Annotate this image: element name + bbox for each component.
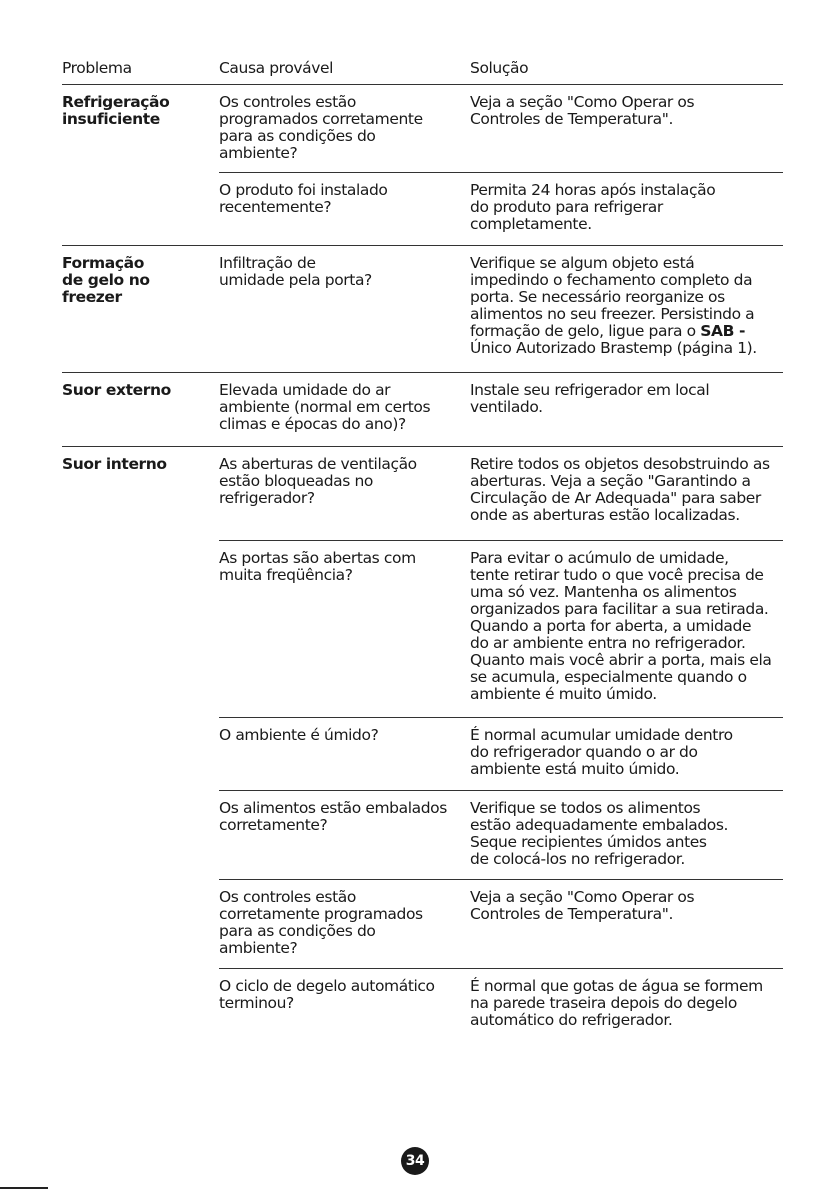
header-problem: Problema xyxy=(62,59,132,77)
cause-cell xyxy=(219,800,447,834)
cause-line: O produto foi instalado xyxy=(219,181,388,199)
solution-line: Permita 24 horas após instalação xyxy=(470,181,716,199)
cause-line: terminou? xyxy=(219,994,294,1012)
cause-cell xyxy=(219,456,417,507)
cause-line: para as condições do xyxy=(219,127,376,145)
problem-title xyxy=(62,456,167,473)
solution-line: Controles de Temperatura". xyxy=(470,110,674,128)
cause-line: Elevada umidade do ar xyxy=(219,381,391,399)
solution-line: Retire todos os objetos desobstruindo as xyxy=(470,455,770,473)
solution-line: do ar ambiente entra no refrigerador. xyxy=(470,634,746,652)
problem-line: de gelo no xyxy=(62,271,150,289)
cause-line: Os alimentos estão embalados xyxy=(219,799,447,817)
solution-line: aberturas. Veja a seção "Garantindo a xyxy=(470,472,751,490)
solution-cell xyxy=(470,727,733,778)
section-divider xyxy=(62,245,783,246)
cause-line: programados corretamente xyxy=(219,110,423,128)
cause-line: corretamente? xyxy=(219,816,328,834)
cause-cell xyxy=(219,382,430,433)
cause-line: umidade pela porta? xyxy=(219,271,372,289)
cause-cell xyxy=(219,550,416,584)
solution-line: impedindo o fechamento completo da xyxy=(470,271,753,289)
solution-line: Único Autorizado Brastemp (página 1). xyxy=(470,339,757,357)
problem-title xyxy=(62,94,169,128)
solution-line: completamente. xyxy=(470,215,592,233)
problem-line: freezer xyxy=(62,288,122,306)
cause-line: As aberturas de ventilação xyxy=(219,455,417,473)
solution-line: Seque recipientes úmidos antes xyxy=(470,833,707,851)
solution-line: É normal que gotas de água se formem xyxy=(470,977,763,995)
solution-line: do refrigerador quando o ar do xyxy=(470,743,698,761)
cause-line: Os controles estão xyxy=(219,93,356,111)
solution-cell xyxy=(470,800,728,868)
solution-line: Circulação de Ar Adequada" para saber xyxy=(470,489,761,507)
row-divider xyxy=(219,172,783,173)
page-number-badge: 34 xyxy=(401,1147,429,1175)
sab-emphasis: SAB - xyxy=(700,322,746,340)
solution-line: É normal acumular umidade dentro xyxy=(470,726,733,744)
cause-line: ambiente (normal em certos xyxy=(219,398,431,416)
header-divider xyxy=(62,84,783,85)
solution-line: Veja a seção "Como Operar os xyxy=(470,93,695,111)
solution-line: uma só vez. Mantenha os alimentos xyxy=(470,583,737,601)
solution-line: do produto para refrigerar xyxy=(470,198,663,216)
solution-line: Para evitar o acúmulo de umidade, xyxy=(470,549,729,567)
problem-line: Suor interno xyxy=(62,455,167,473)
cause-line: O ciclo de degelo automático xyxy=(219,977,435,995)
solution-cell xyxy=(470,889,694,923)
solution-line: alimentos no seu freezer. Persistindo a xyxy=(470,305,755,323)
solution-line: Quando a porta for aberta, a umidade xyxy=(470,617,752,635)
cause-line: muita freqüência? xyxy=(219,566,353,584)
solution-line: porta. Se necessário reorganize os xyxy=(470,288,725,306)
solution-line: na parede traseira depois do degelo xyxy=(470,994,737,1012)
problem-title xyxy=(62,255,150,306)
solution-line xyxy=(470,323,757,340)
cause-cell xyxy=(219,727,378,744)
header-cause: Causa provável xyxy=(219,59,334,77)
problem-line: Formação xyxy=(62,254,144,272)
cause-line: para as condições do xyxy=(219,922,376,940)
solution-cell xyxy=(470,382,709,416)
solution-line: se acumula, especialmente quando o xyxy=(470,668,747,686)
problem-line: insuficiente xyxy=(62,110,160,128)
section-divider xyxy=(62,372,783,373)
row-divider xyxy=(219,540,783,541)
solution-line: Instale seu refrigerador em local xyxy=(470,381,710,399)
solution-line: ventilado. xyxy=(470,398,543,416)
solution-cell xyxy=(470,94,694,128)
problem-line: Refrigeração xyxy=(62,93,170,111)
solution-line: Verifique se algum objeto está xyxy=(470,254,695,272)
cause-line: As portas são abertas com xyxy=(219,549,416,567)
cause-line: ambiente? xyxy=(219,939,298,957)
cause-line: Os controles estão xyxy=(219,888,356,906)
solution-line: automático do refrigerador. xyxy=(470,1011,673,1029)
solution-cell xyxy=(470,550,772,703)
cause-line: O ambiente é úmido? xyxy=(219,726,379,744)
solution-line: Quanto mais você abrir a porta, mais ela xyxy=(470,651,772,669)
solution-line: Verifique se todos os alimentos xyxy=(470,799,701,817)
cause-cell xyxy=(219,978,435,1012)
solution-line: onde as aberturas estão localizadas. xyxy=(470,506,740,524)
solution-cell xyxy=(470,255,757,357)
row-divider xyxy=(219,879,783,880)
cause-line: estão bloqueadas no xyxy=(219,472,373,490)
row-divider xyxy=(219,790,783,791)
cause-line: climas e épocas do ano)? xyxy=(219,415,406,433)
cause-cell xyxy=(219,182,388,216)
solution-line: organizados para facilitar a sua retirada. xyxy=(470,600,769,618)
solution-cell xyxy=(470,456,770,524)
solution-cell xyxy=(470,978,763,1029)
problem-title xyxy=(62,382,171,399)
problem-line: Suor externo xyxy=(62,381,171,399)
cause-line: ambiente? xyxy=(219,144,298,162)
cause-line: refrigerador? xyxy=(219,489,315,507)
solution-line: ambiente é muito úmido. xyxy=(470,685,657,703)
cause-line: Infiltração de xyxy=(219,254,316,272)
solution-line: tente retirar tudo o que você precisa de xyxy=(470,566,764,584)
footer-mark xyxy=(0,1187,48,1189)
solution-line: Controles de Temperatura". xyxy=(470,905,674,923)
section-divider xyxy=(62,446,783,447)
solution-line: Veja a seção "Como Operar os xyxy=(470,888,695,906)
solution-line: ambiente está muito úmido. xyxy=(470,760,680,778)
row-divider xyxy=(219,717,783,718)
solution-text: formação de gelo, ligue para o xyxy=(470,322,701,340)
header-solution: Solução xyxy=(470,59,529,77)
cause-cell xyxy=(219,94,423,162)
solution-line: estão adequadamente embalados. xyxy=(470,816,729,834)
solution-line: de colocá-los no refrigerador. xyxy=(470,850,685,868)
cause-cell xyxy=(219,255,372,289)
cause-cell xyxy=(219,889,423,957)
row-divider xyxy=(219,968,783,969)
solution-cell xyxy=(470,182,715,233)
cause-line: corretamente programados xyxy=(219,905,423,923)
cause-line: recentemente? xyxy=(219,198,332,216)
